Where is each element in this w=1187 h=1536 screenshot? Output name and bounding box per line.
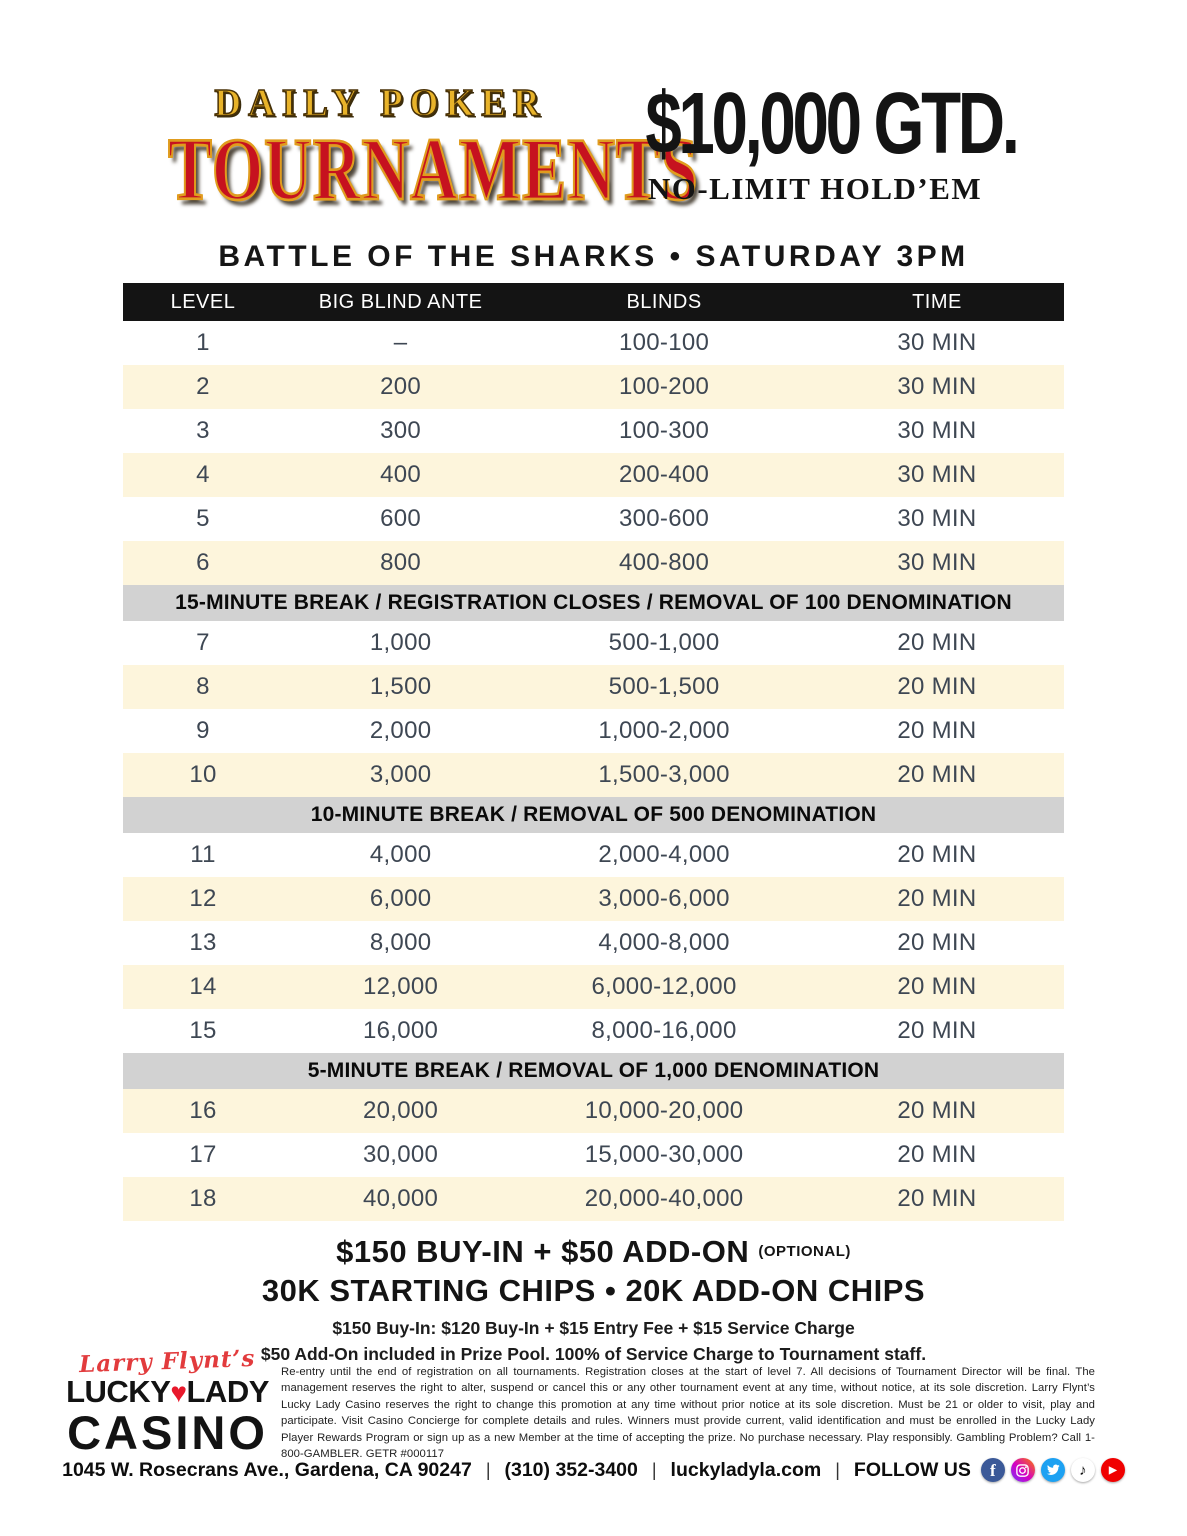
break-row: 10-MINUTE BREAK / REMOVAL OF 500 DENOMINATION bbox=[123, 797, 1064, 833]
table-cell: 40,000 bbox=[362, 1185, 439, 1212]
table-cell: 18 bbox=[189, 1185, 217, 1212]
table-cell: 100-100 bbox=[618, 329, 710, 356]
table-row bbox=[123, 709, 1064, 753]
table-cell: 1,500-3,000 bbox=[598, 761, 730, 788]
table-cell: 5 bbox=[196, 505, 210, 532]
table-cell: 30 MIN bbox=[897, 417, 977, 444]
table-cell: 11 bbox=[190, 841, 216, 868]
table-cell: 14 bbox=[189, 973, 217, 1000]
table-cell: 10 bbox=[189, 761, 217, 788]
table-cell: 2,000 bbox=[369, 717, 432, 744]
fine-print: Re-entry until the end of registration on all tournaments. Registration closes at the start of level 7. All decisions of Tournament Director will be final. The management reserves the right to alter, suspend or cancel this or any other tournament event at any time, without notice, at its sole discretion. Larry Flynt’s Lucky Lady Casino reserves the right to change this promotion at any time without prior notice at its sole discretion. Must be 21 or older to visit, play and participate. Visit Casino Concierge for complete details and rules. Winners must provide current, valid identification and must be enrolled in the Lucky Lady Player Rewards Program or sign up as a new Member at the time of accepting the prize. No purchase necessary. Play responsibly. Gambling Problem? Call 1-800-GAMBLER. GETR #000117 bbox=[281, 1366, 1095, 1461]
table-cell: 1,000 bbox=[369, 629, 432, 656]
larry-flynts-script-text: Larry Flynt’s bbox=[78, 1344, 257, 1379]
heart-icon: ♥ bbox=[170, 1377, 187, 1408]
table-cell: 16 bbox=[189, 1097, 217, 1124]
table-row bbox=[123, 665, 1064, 709]
table-cell: 30 MIN bbox=[897, 461, 977, 488]
table-row bbox=[123, 497, 1064, 541]
table-cell: 400 bbox=[380, 461, 422, 488]
youtube-icon[interactable]: ▶ bbox=[1101, 1458, 1125, 1482]
table-cell: 6,000 bbox=[369, 885, 432, 912]
table-row bbox=[123, 321, 1064, 365]
separator: | bbox=[835, 1459, 840, 1480]
buyin-breakdown: $150 Buy-In: $120 Buy-In + $15 Entry Fee + $15 Service Charge bbox=[332, 1318, 855, 1338]
table-row bbox=[123, 833, 1064, 877]
table-header-row bbox=[123, 283, 1064, 321]
table-cell: 20 MIN bbox=[897, 1097, 977, 1124]
separator: | bbox=[651, 1459, 657, 1480]
table-cell: 6,000-12,000 bbox=[591, 973, 737, 1000]
daily-poker-tournaments-logo bbox=[168, 81, 699, 220]
table-cell: 17 bbox=[189, 1141, 217, 1168]
logo-daily-poker-text: DAILY POKER bbox=[214, 81, 547, 126]
table-cell: 100-300 bbox=[618, 417, 710, 444]
table-cell: 2,000-4,000 bbox=[598, 841, 730, 868]
table-cell: 20 MIN bbox=[897, 629, 977, 656]
guarantee-amount: $10,000 GTD. bbox=[645, 73, 1017, 173]
column-header: LEVEL bbox=[170, 290, 236, 313]
table-cell: 300-600 bbox=[618, 505, 710, 532]
logo-tournaments-text: TOURNAMENTS bbox=[168, 120, 699, 220]
table-cell: 13 bbox=[189, 929, 217, 956]
table-cell: 7 bbox=[196, 629, 210, 656]
table-cell: 3,000 bbox=[369, 761, 432, 788]
table-cell: 20 MIN bbox=[897, 1141, 977, 1168]
table-row bbox=[123, 1177, 1064, 1221]
table-cell: 16,000 bbox=[362, 1017, 439, 1044]
table-cell: 2 bbox=[196, 373, 210, 400]
separator: | bbox=[485, 1459, 491, 1480]
table-cell: 1 bbox=[196, 329, 210, 356]
table-row bbox=[123, 453, 1064, 497]
break-row: 5-MINUTE BREAK / REMOVAL OF 1,000 DENOMINATION bbox=[123, 1053, 1064, 1089]
table-cell: 12 bbox=[189, 885, 217, 912]
contact-bar bbox=[0, 1458, 1187, 1482]
table-cell: 1,000-2,000 bbox=[598, 717, 730, 744]
instagram-icon[interactable] bbox=[1011, 1458, 1035, 1482]
table-cell: 20 MIN bbox=[897, 1185, 977, 1212]
table-cell: 6 bbox=[196, 549, 210, 576]
table-cell: 20,000 bbox=[362, 1097, 439, 1124]
table-cell: 400-800 bbox=[618, 549, 710, 576]
table-cell: 3 bbox=[196, 417, 210, 444]
blind-structure-table bbox=[123, 283, 1064, 1221]
follow-us-label: FOLLOW US bbox=[853, 1458, 971, 1481]
table-row bbox=[123, 965, 1064, 1009]
table-cell: 30 MIN bbox=[897, 549, 977, 576]
addon-note: $50 Add-On included in Prize Pool. 100% of Service Charge to Tournament staff. bbox=[260, 1344, 927, 1364]
table-cell: 4,000 bbox=[369, 841, 432, 868]
table-cell: – bbox=[393, 329, 408, 356]
table-cell: 200-400 bbox=[618, 461, 710, 488]
table-cell: 300 bbox=[380, 417, 422, 444]
table-cell: 15,000-30,000 bbox=[584, 1141, 744, 1168]
table-cell: 30,000 bbox=[362, 1141, 439, 1168]
table-row bbox=[123, 409, 1064, 453]
guarantee-headline bbox=[610, 73, 1020, 207]
address-text: 1045 W. Rosecrans Ave., Gardena, CA 90247 bbox=[62, 1458, 472, 1481]
table-row bbox=[123, 1009, 1064, 1053]
tiktok-icon[interactable]: ♪ bbox=[1071, 1458, 1095, 1482]
website-url: luckyladyla.com bbox=[670, 1458, 822, 1481]
table-cell: 20 MIN bbox=[897, 841, 977, 868]
table-cell: 15 bbox=[189, 1017, 217, 1044]
table-cell: 800 bbox=[380, 549, 422, 576]
facebook-icon[interactable]: f bbox=[981, 1458, 1005, 1482]
buyin-optional-text: (OPTIONAL) bbox=[758, 1243, 851, 1260]
table-cell: 600 bbox=[380, 505, 422, 532]
table-row bbox=[123, 1089, 1064, 1133]
table-cell: 8,000 bbox=[369, 929, 432, 956]
table-cell: 20 MIN bbox=[897, 885, 977, 912]
phone-number: (310) 352-3400 bbox=[504, 1458, 638, 1481]
event-title: BATTLE OF THE SHARKS • SATURDAY 3PM bbox=[218, 240, 969, 273]
table-cell: 30 MIN bbox=[897, 505, 977, 532]
table-cell: 200 bbox=[380, 373, 422, 400]
table-cell: 20 MIN bbox=[897, 929, 977, 956]
twitter-icon[interactable] bbox=[1041, 1458, 1065, 1482]
table-cell: 8,000-16,000 bbox=[591, 1017, 737, 1044]
table-row bbox=[123, 621, 1064, 665]
break-row: 15-MINUTE BREAK / REGISTRATION CLOSES / REMOVAL OF 100 DENOMINATION bbox=[123, 585, 1064, 621]
table-cell: 20 MIN bbox=[897, 973, 977, 1000]
table-cell: 20 MIN bbox=[897, 717, 977, 744]
lucky-lady-text bbox=[60, 1376, 275, 1407]
table-cell: 20 MIN bbox=[897, 673, 977, 700]
table-cell: 100-200 bbox=[618, 373, 710, 400]
table-cell: 3,000-6,000 bbox=[598, 885, 730, 912]
table-cell: 30 MIN bbox=[897, 373, 977, 400]
table-cell: 9 bbox=[196, 717, 210, 744]
table-cell: 500-1,000 bbox=[608, 629, 720, 656]
table-row bbox=[123, 1133, 1064, 1177]
buyin-amount-text: $150 BUY-IN + $50 ADD-ON bbox=[336, 1234, 750, 1269]
social-icons bbox=[981, 1458, 1125, 1482]
table-cell: 4 bbox=[196, 461, 210, 488]
buyin-section bbox=[0, 1234, 1187, 1365]
table-cell: 4,000-8,000 bbox=[598, 929, 730, 956]
table-row bbox=[123, 877, 1064, 921]
table-cell: 30 MIN bbox=[897, 329, 977, 356]
table-row bbox=[123, 365, 1064, 409]
lady-text: LADY bbox=[186, 1374, 269, 1409]
table-row bbox=[123, 541, 1064, 585]
table-cell: 10,000-20,000 bbox=[584, 1097, 744, 1124]
table-cell: 20 MIN bbox=[897, 1017, 977, 1044]
table-cell: 8 bbox=[196, 673, 210, 700]
table-cell: 20 MIN bbox=[897, 761, 977, 788]
chips-headline: 30K STARTING CHIPS • 20K ADD-ON CHIPS bbox=[261, 1273, 926, 1308]
table-cell: 12,000 bbox=[362, 973, 439, 1000]
column-header: TIME bbox=[912, 290, 962, 313]
table-row bbox=[123, 921, 1064, 965]
casino-text: CASINO bbox=[67, 1406, 268, 1459]
table-cell: 20,000-40,000 bbox=[584, 1185, 744, 1212]
lucky-lady-casino-logo bbox=[60, 1344, 275, 1459]
column-header: BLINDS bbox=[626, 290, 702, 313]
column-header: BIG BLIND ANTE bbox=[318, 290, 483, 313]
buyin-headline bbox=[0, 1234, 1187, 1270]
game-type: NO-LIMIT HOLD’EM bbox=[647, 171, 983, 206]
table-cell: 500-1,500 bbox=[608, 673, 720, 700]
table-row bbox=[123, 753, 1064, 797]
table-cell: 1,500 bbox=[369, 673, 432, 700]
lucky-text: LUCKY bbox=[66, 1374, 171, 1409]
